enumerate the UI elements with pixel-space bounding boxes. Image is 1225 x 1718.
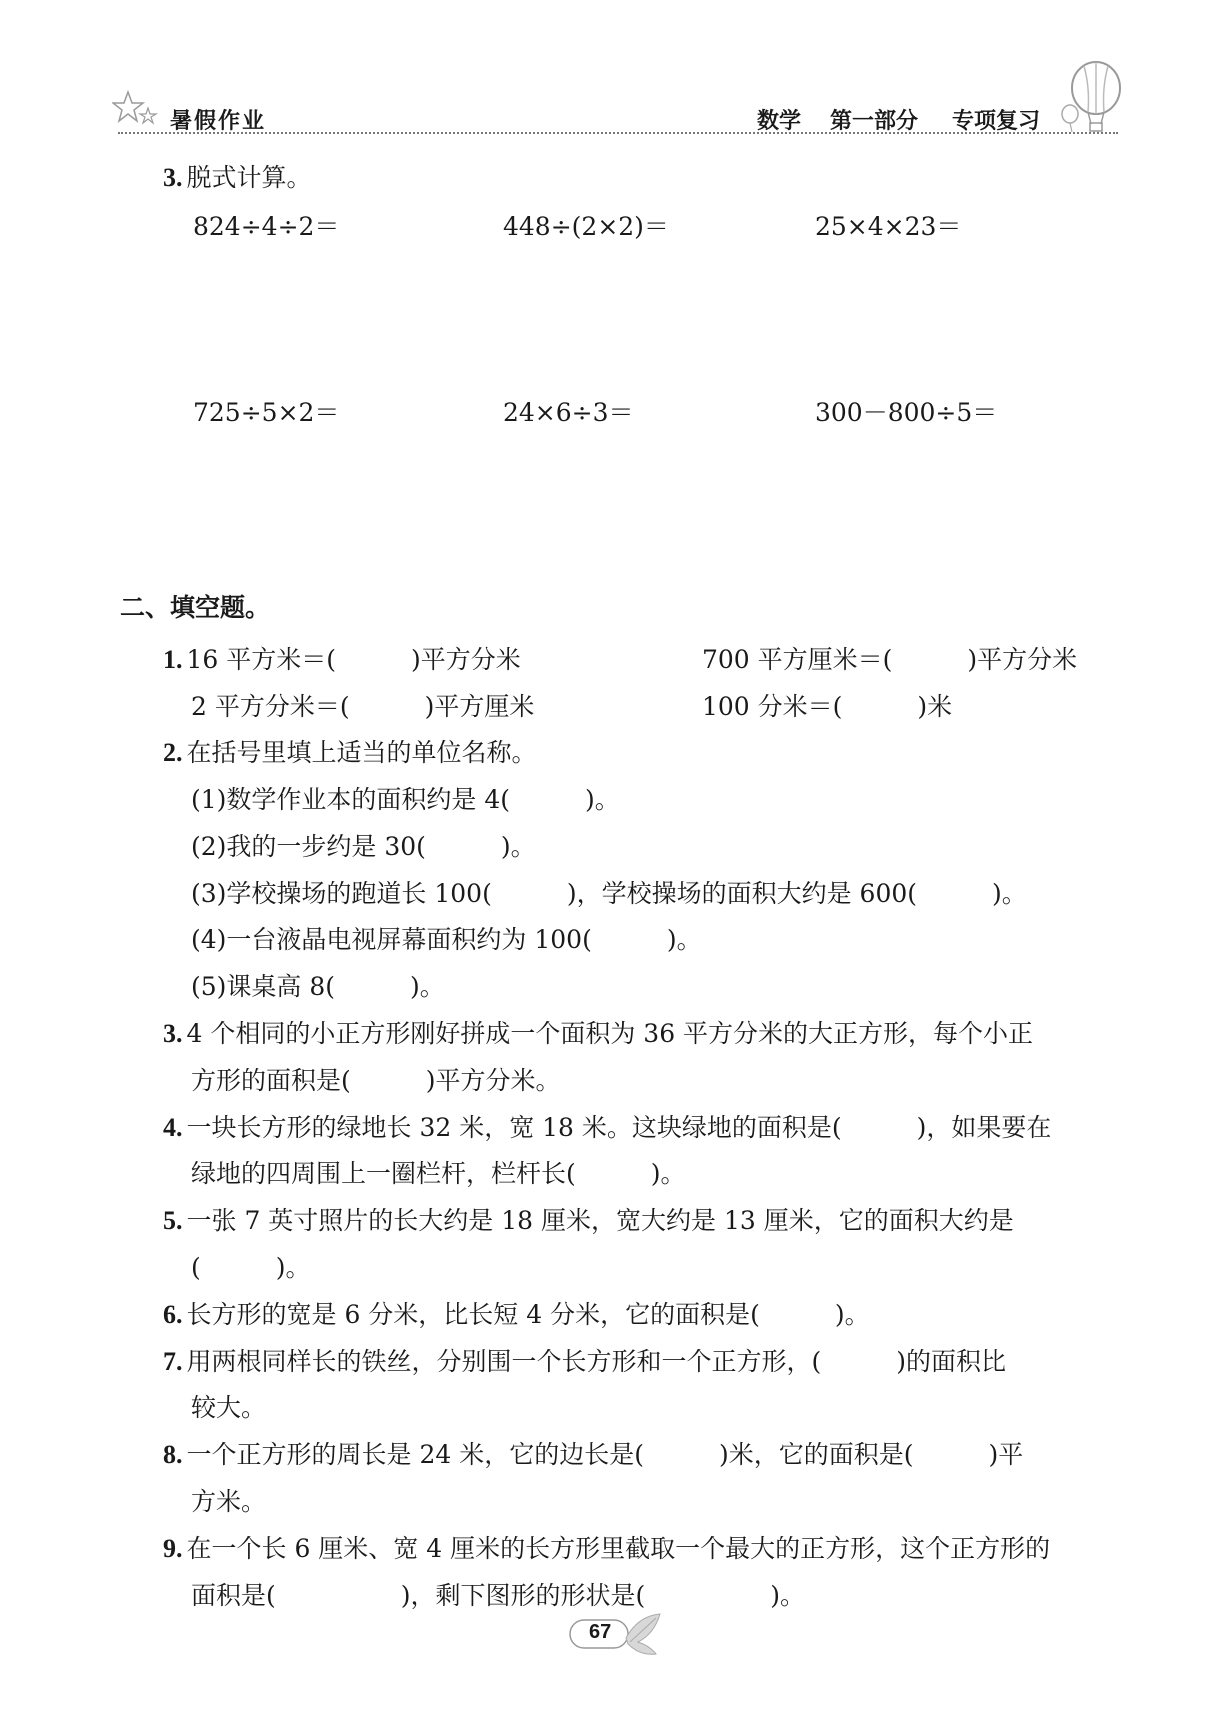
fill-item-3: 3. 4 个相同的小正方形刚好拼成一个面积为 36 平方分米的大正方形，每个小正 [163,1019,1034,1048]
fill-item-7-cont: 较大。 [191,1393,267,1422]
section2-title: 二、填空题。 [120,593,271,622]
q3-number: 3. [163,163,183,192]
q3-expr-5: 24×6÷3＝ [503,398,634,427]
fill-item-1d: 100 分米＝( )米 [702,692,953,721]
q3-expr-2: 448÷(2×2)＝ [503,212,669,241]
q3-expr-6: 300－800÷5＝ [815,398,998,427]
q3-heading [163,158,312,194]
fill-item-2-3: (3)学校操场的跑道长 100( )，学校操场的面积大约是 600( )。 [191,879,1027,908]
page-number-leaf-icon [568,1608,668,1660]
fill-item-9: 9. 在一个长 6 厘米、宽 4 厘米的长方形里截取一个最大的正方形，这个正方形的 [163,1534,1051,1563]
header-subject: 数学 [757,109,802,134]
fill-item-2-2: (2)我的一步约是 30( )。 [191,832,536,861]
fill-item-4-cont: 绿地的四周围上一圈栏杆，栏杆长( )。 [191,1159,686,1188]
stars-icon [112,88,158,128]
header-left-title: 暑假作业 [170,109,267,134]
q3-title: 脱式计算。 [186,163,312,192]
header-part: 第一部分 [830,109,919,134]
fill-item-4: 4. 一块长方形的绿地长 32 米，宽 18 米。这块绿地的面积是( )，如果要在 [163,1113,1052,1142]
q3-expr-4: 725÷5×2＝ [193,398,340,427]
fill-item-9-cont: 面积是( )，剩下图形的形状是( )。 [191,1581,806,1610]
q3-expr-3: 25×4×23＝ [815,212,962,241]
fill-item-2-4: (4)一台液晶电视屏幕面积约为 100( )。 [191,925,702,954]
fill-item-5-cont: ( )。 [191,1253,311,1282]
fill-item-6: 6. 长方形的宽是 6 分米，比长短 4 分米，它的面积是( )。 [163,1300,870,1329]
q3-expr-1: 824÷4÷2＝ [193,212,340,241]
fill-item-8: 8. 一个正方形的周长是 24 米，它的边长是( )米，它的面积是( )平 [163,1440,1024,1469]
fill-item-1b: 700 平方厘米＝( )平方分米 [702,645,1078,674]
hot-air-balloon-icon [1058,60,1128,134]
page-number: 67 [589,1621,612,1643]
header-divider [118,132,1118,134]
fill-item-2-1: (1)数学作业本的面积约是 4( )。 [191,785,620,814]
fill-item-2: 2. 在括号里填上适当的单位名称。 [163,738,537,767]
fill-item-7: 7. 用两根同样长的铁丝，分别围一个长方形和一个正方形，( )的面积比 [163,1347,1007,1376]
fill-item-1a: 1. 16 平方米＝( )平方分米 [163,645,521,674]
fill-item-1c: 2 平方分米＝( )平方厘米 [191,692,535,721]
fill-item-3-cont: 方形的面积是( )平方分米。 [191,1066,561,1095]
header-section: 专项复习 [952,109,1041,134]
fill-item-2-5: (5)课桌高 8( )。 [191,972,445,1001]
fill-item-5: 5. 一张 7 英寸照片的长大约是 18 厘米，宽大约是 13 厘米，它的面积大约是 [163,1206,1014,1235]
fill-item-8-cont: 方米。 [191,1487,267,1516]
